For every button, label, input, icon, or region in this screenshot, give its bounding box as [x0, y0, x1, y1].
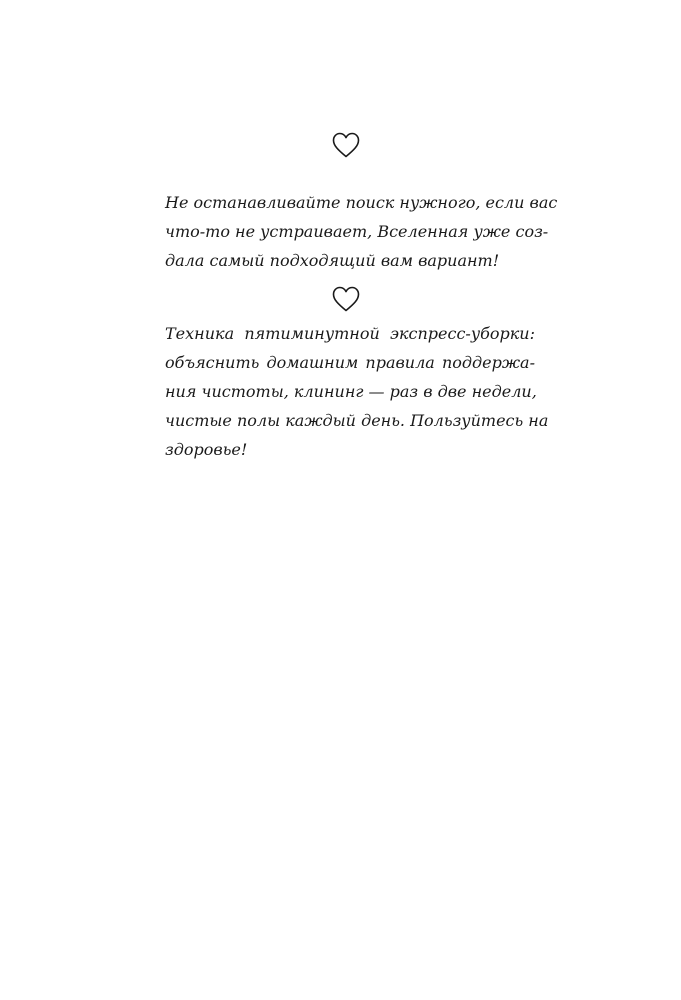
text-line: Не останавливайте поиск нужного, если вас — [165, 193, 558, 212]
text-line: здоровье! — [165, 440, 248, 459]
heart-icon — [331, 285, 361, 313]
heart-outline-icon — [331, 131, 361, 159]
heart-icon — [331, 131, 361, 159]
text-line: чистые полы каждый день. Пользуйтесь на — [165, 411, 549, 430]
text-line: объяснить домашним правила поддержа- — [165, 353, 535, 372]
heart-outline-icon — [331, 285, 361, 313]
text-line: Техника пятиминутной экспресс-уборки: — [165, 324, 535, 343]
paragraph-search — [165, 188, 558, 275]
text-line: дала самый подходящий вам вариант! — [165, 251, 500, 270]
paragraph-cleaning — [165, 319, 549, 464]
text-line: что-то не устраивает, Вселенная уже соз- — [165, 222, 549, 241]
text-line: ния чистоты, клининг — раз в две недели, — [165, 382, 537, 401]
